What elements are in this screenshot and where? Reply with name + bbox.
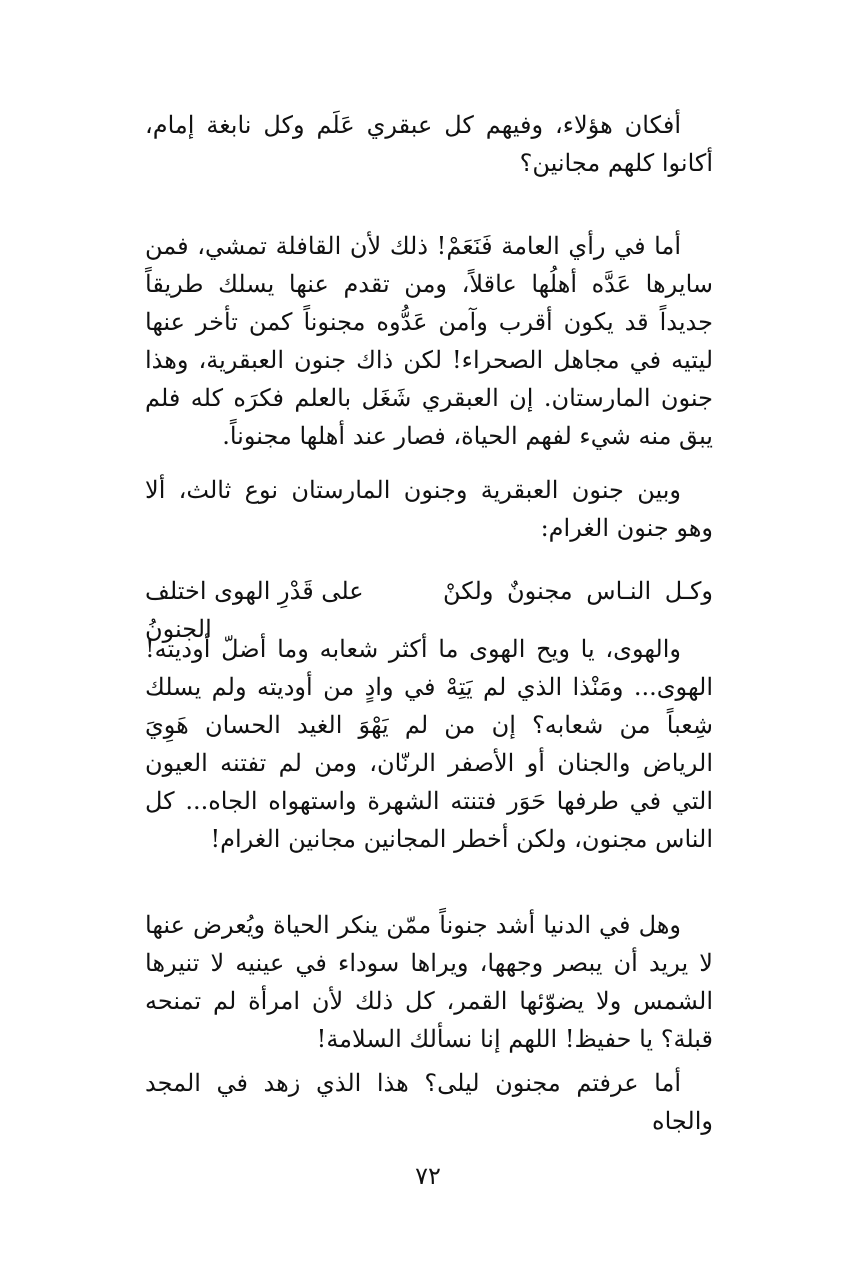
paragraph-6: أما عرفتم مجنون ليلى؟ هذا الذي زهد في المجد والجاه — [145, 1069, 713, 1135]
paragraph-1: أفكان هؤلاء، وفيهم كل عبقري عَلَم وكل نابغة إمام، أكانوا كلهم مجانين؟ — [145, 111, 713, 177]
poem-verse — [145, 572, 713, 643]
paragraph-4: والهوى، يا ويح الهوى ما أكثر شعابه وما أضلّ أوديته! الهوى... ومَنْذا الذي لم يَتِهْ في وادٍ من أوديته ولم يسلك شِعباً من شعابه؟ إن من لم يَهْوَ الغيد الحسان هَوِيَ الرياض والجنان أو الأصفر الرنّان، ومن لم تفتنه العيون التي في طرفها حَوَر فتنته الشهرة واستهواه الجاه... كل الناس مجنون، ولكن أخطر المجانين مجانين الغرام! — [145, 635, 713, 853]
paragraph-3: وبين جنون العبقرية وجنون المارستان نوع ثالث، ألا وهو جنون الغرام: — [145, 476, 713, 542]
verse-second-hemistich: على قَدْرِ الهوى اختلف الجنونُ — [145, 577, 364, 643]
verse-first-hemistich: وكـل النـاس مجنونٌ ولكنْ — [443, 577, 713, 605]
paragraph-5: وهل في الدنيا أشد جنوناً ممّن ينكر الحياة ويُعرض عنها لا يريد أن يبصر وجهها، ويراها سوداء في عينيه لا تنيرها الشمس ولا يضوّئها القمر، كل ذلك لأن امرأة لم تمنحه قبلة؟ يا حفيظ! اللهم إنا نسألك السلامة! — [145, 911, 713, 1053]
paragraph-2: أما في رأي العامة فَنَعَمْ! ذلك لأن القافلة تمشي، فمن سايرها عَدَّه أهلُها عاقلاً، ومن تقدم عنها يسلك طريقاً جديداً قد يكون أقرب وآمن عَدُّوه مجنوناً كمن تأخر عنها ليتيه في مجاهل الصحراء! لكن ذاك جنون العبقرية، وهذا جنون المارستان. إن العبقري شَغَل بالعلم فكرَه كله فلم يبق منه شيء لفهم الحياة، فصار عند أهلها مجنوناً. — [145, 232, 713, 450]
page-number: ٧٢ — [415, 1162, 441, 1190]
